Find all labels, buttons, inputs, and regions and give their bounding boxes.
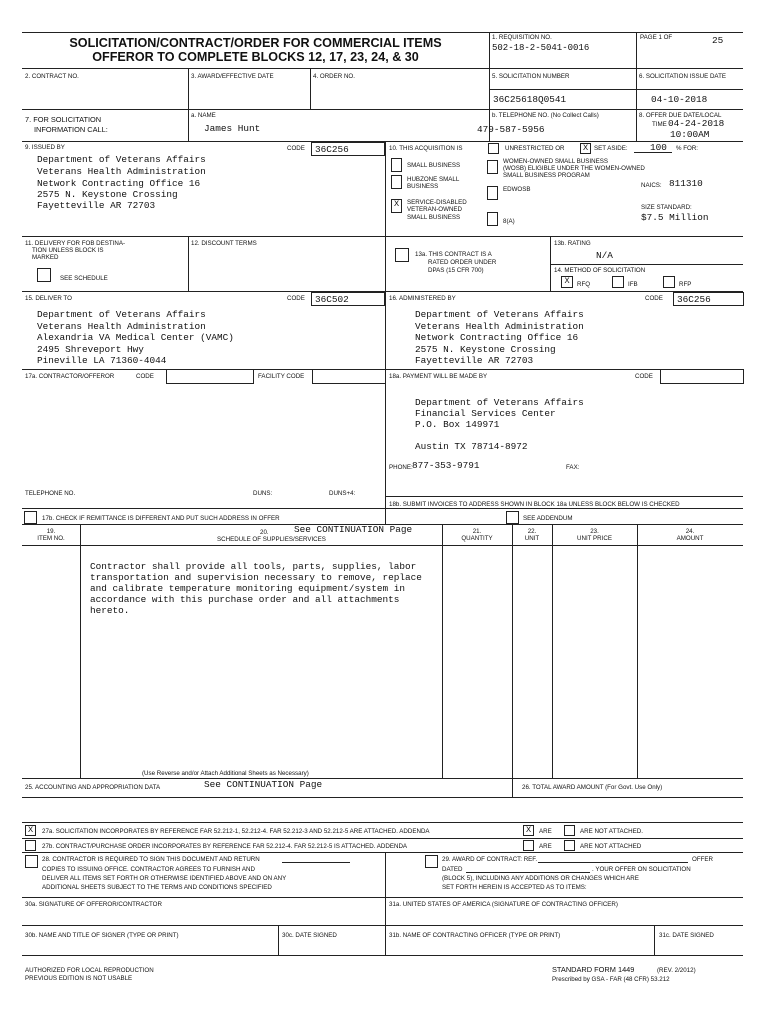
payment-fax-label: FAX:: [566, 464, 580, 471]
facility-code-label: FACILITY CODE: [258, 373, 305, 380]
rated-order-label-3: DPAS (15 CFR 700): [428, 267, 484, 274]
addenda-are-label: ARE: [539, 828, 552, 835]
contract-incorporates-checkbox[interactable]: [25, 840, 36, 851]
block29-dated: DATED: [442, 866, 463, 873]
award-date-label: 3. AWARD/EFFECTIVE DATE: [191, 73, 274, 80]
block28-line: 28. CONTRACTOR IS REQUIRED TO SIGN THIS DOCUMENT AND RETURN: [42, 856, 260, 863]
payment-by-label: 18a. PAYMENT WILL BE MADE BY: [389, 373, 488, 380]
solicitation-no-value: 36C25618Q0541: [493, 94, 567, 105]
wosb-label-2: (WOSB) ELIGIBLE UNDER THE WOMEN-OWNED: [503, 165, 645, 172]
facility-code-field[interactable]: [312, 369, 386, 384]
addenda-are-checkbox[interactable]: X: [523, 825, 534, 836]
payment-code-label: CODE: [635, 373, 653, 380]
accounting-label: 25. ACCOUNTING AND APPROPRIATION DATA: [25, 784, 161, 791]
see-addendum-checkbox[interactable]: [506, 511, 519, 524]
col-unit: UNIT: [524, 535, 540, 542]
administered-by-line: Department of Veterans Affairs: [415, 309, 584, 320]
set-aside-checkbox[interactable]: X: [580, 143, 591, 154]
info-call-label-2: INFORMATION CALL:: [34, 125, 108, 134]
item-description-line: hereto.: [90, 605, 130, 616]
requisition-value: 502-18-2-5041-0016: [492, 43, 590, 53]
submit-invoices-label: 18b. SUBMIT INVOICES TO ADDRESS SHOWN IN BLOCK 18a UNLESS BLOCK BELOW IS CHECKED: [389, 501, 680, 508]
block28-line: DELIVER ALL ITEMS SET FORTH OR OTHERWISE IDENTIFIED ABOVE AND ON ANY: [42, 875, 287, 882]
rated-order-label: 13a. THIS CONTRACT IS A: [415, 251, 492, 258]
rfp-checkbox[interactable]: [663, 276, 675, 288]
rfq-label: RFQ: [577, 281, 591, 288]
issued-by-line: 2575 N. Keystone Crossing: [37, 189, 178, 200]
solicitation-incorporates-label: 27a. SOLICITATION INCORPORATES BY REFERENCE FAR 52.212-1, 52.212-4. FAR 52.212-3 AND 52.212-5 ARE ATTACHED. ADDENDA: [42, 828, 430, 835]
set-aside-label: SET ASIDE:: [594, 145, 628, 152]
b-addenda-are-label: ARE: [539, 843, 552, 850]
col-schedule: SCHEDULE OF SUPPLIES/SERVICES: [217, 536, 326, 543]
deliver-to-line: 2495 Shreveport Hwy: [37, 344, 144, 355]
sdvosb-checkbox[interactable]: X: [391, 199, 402, 213]
administered-by-line: Fayetteville AR 72703: [415, 355, 534, 366]
edwosb-checkbox[interactable]: [487, 186, 498, 200]
issued-by-code-label: CODE: [287, 145, 305, 152]
footer-form-name: STANDARD FORM 1449: [552, 965, 635, 974]
col-item-no-num: 19.: [46, 528, 56, 535]
deliver-to-line: Alexandria VA Medical Center (VAMC): [37, 332, 234, 343]
rfq-checkbox[interactable]: X: [561, 276, 573, 288]
contractor-code-field[interactable]: [166, 369, 254, 384]
block28-line: ADDITIONAL SHEETS SUBJECT TO THE TERMS AND CONDITIONS SPECIFIED: [42, 884, 272, 891]
payment-city-line: Austin TX 78714-8972: [415, 441, 528, 452]
delivery-fob-label: 11. DELIVERY FOR FOB DESTINA-: [25, 240, 126, 247]
ifb-label: IFB: [628, 281, 638, 288]
remittance-label: 17b. CHECK IF REMITTANCE IS DIFFERENT AND PUT SUCH ADDRESS IN OFFER: [42, 515, 280, 522]
rated-order-checkbox[interactable]: [395, 248, 409, 262]
contractor-label: 17a. CONTRACTOR/OFFEROR: [25, 373, 115, 380]
issued-by-line: Fayetteville AR 72703: [37, 200, 156, 211]
col-quantity: QUANTITY: [461, 535, 493, 542]
rating-value: N/A: [596, 250, 613, 261]
hubzone-checkbox[interactable]: [391, 175, 402, 189]
size-standard-value: $7.5 Million: [641, 212, 709, 223]
issue-date-value: 04-10-2018: [651, 94, 708, 105]
ref-blank: [538, 862, 688, 863]
hubzone-label: HUBZONE SMALL: [407, 176, 460, 183]
administered-by-line: Network Contracting Office 16: [415, 332, 579, 343]
payment-phone-value: 877-353-9791: [412, 460, 480, 471]
payment-line: P.O. Box 149971: [415, 419, 500, 430]
issued-by-line: Veterans Health Administration: [37, 166, 206, 177]
order-no-label: 4. ORDER NO.: [313, 73, 355, 80]
reverse-note: (Use Reverse and/or Attach Additional Sheets as Necessary): [142, 770, 309, 777]
issued-by-code-value: 36C256: [315, 144, 349, 155]
unrestricted-checkbox[interactable]: [488, 143, 499, 154]
col-unit-price-num: 23.: [590, 528, 599, 535]
telephone-label: b. TELEPHONE NO. (No Collect Calls): [492, 112, 599, 119]
block29-line: SET FORTH HEREIN IS ACCEPTED AS TO ITEMS:: [442, 884, 587, 891]
hubzone-label-2: BUSINESS: [407, 183, 439, 190]
col-item-no: ITEM NO.: [37, 535, 65, 542]
contract-incorporates-label: 27b. CONTRACT/PURCHASE ORDER INCORPORATES BY REFERENCE FAR 52.212-4. FAR 52.212-5 IS ATTACHED. ADDENDA: [42, 843, 408, 850]
delivery-fob-label-2: TION UNLESS BLOCK IS: [32, 247, 104, 254]
solicitation-no-label: 5. SOLICITATION NUMBER: [492, 73, 570, 80]
block29-offer: OFFER: [692, 856, 713, 863]
name-value: James Hunt: [204, 123, 261, 134]
col-schedule-num: 20.: [260, 529, 269, 536]
footer-reproduction: AUTHORIZED FOR LOCAL REPRODUCTION: [25, 967, 154, 974]
percent-for-label: % FOR:: [676, 145, 699, 152]
block29-line: (BLOCK 5), INCLUDING ANY ADDITIONS OR CHANGES WHICH ARE: [442, 875, 639, 882]
sdvosb-label-3: SMALL BUSINESS: [407, 214, 461, 221]
deliver-to-line: Veterans Health Administration: [37, 321, 206, 332]
deliver-to-code-value: 36C502: [315, 294, 349, 305]
form-title-line1: SOLICITATION/CONTRACT/ORDER FOR COMMERCIAL ITEMS: [69, 36, 442, 50]
officer-signature-label: 31a. UNITED STATES OF AMERICA (SIGNATURE OF CONTRACTING OFFICER): [389, 901, 618, 908]
payment-code-box: [660, 369, 744, 384]
b-addenda-are-not-label: ARE NOT ATTACHED: [580, 843, 642, 850]
copies-blank: [282, 862, 350, 863]
acquisition-label: 10. THIS ACQUISITION IS: [389, 145, 463, 152]
administered-by-code-label: CODE: [645, 295, 663, 302]
info-call-label: 7. FOR SOLICITATION: [25, 115, 102, 124]
administered-by-line: 2575 N. Keystone Crossing: [415, 344, 556, 355]
col-unit-price: UNIT PRICE: [577, 535, 612, 542]
issue-date-label: 6. SOLICITATION ISSUE DATE: [639, 73, 726, 80]
col-unit-num: 22.: [527, 528, 537, 535]
sdvosb-label-2: VETERAN-OWNED: [407, 206, 463, 213]
deliver-to-line: Pineville LA 71360-4044: [37, 355, 167, 366]
col-amount-num: 24.: [685, 528, 695, 535]
see-addendum-label: SEE ADDENDUM: [523, 515, 573, 522]
remittance-checkbox[interactable]: [24, 511, 37, 524]
see-schedule-label: SEE SCHEDULE: [60, 275, 108, 282]
naics-label: NAICS:: [641, 182, 662, 189]
page-label: PAGE 1 OF: [640, 34, 673, 41]
col-amount: AMOUNT: [676, 535, 704, 542]
due-date-value: 04-24-2018: [668, 118, 725, 129]
signer-name-label: 30b. NAME AND TITLE OF SIGNER (TYPE OR PRINT): [25, 932, 179, 939]
duns4-label: DUNS+4:: [329, 490, 356, 497]
rating-label: 13b. RATING: [554, 240, 591, 247]
rated-order-label-2: RATED ORDER UNDER: [428, 259, 497, 266]
footer-prescribed: Prescribed by GSA - FAR (48 CFR) 53.212: [552, 976, 670, 983]
discount-terms-label: 12. DISCOUNT TERMS: [191, 240, 257, 247]
contractor-code-label: CODE: [136, 373, 154, 380]
ifb-checkbox[interactable]: [612, 276, 624, 288]
size-standard-label: SIZE STANDARD:: [641, 204, 692, 211]
administered-by-label: 16. ADMINISTERED BY: [389, 295, 456, 302]
offeror-signature-label: 30a. SIGNATURE OF OFFEROR/CONTRACTOR: [25, 901, 162, 908]
addenda-are-not-checkbox[interactable]: [564, 825, 575, 836]
unrestricted-label: UNRESTRICTED OR: [505, 145, 565, 152]
issued-by-line: Network Contracting Office 16: [37, 178, 201, 189]
naics-value: 811310: [669, 178, 703, 189]
small-business-checkbox[interactable]: [391, 158, 402, 172]
award-checkbox[interactable]: [425, 855, 438, 868]
col-quantity-num: 21.: [472, 528, 482, 535]
contract-no-label: 2. CONTRACT NO.: [25, 73, 79, 80]
eight-a-checkbox[interactable]: [487, 212, 498, 226]
issued-by-label: 9. ISSUED BY: [25, 144, 65, 151]
page-total: 25: [712, 35, 724, 46]
administered-by-code-value: 36C256: [677, 294, 711, 305]
payment-line: Department of Veterans Affairs: [415, 397, 584, 408]
telephone-no-label: TELEPHONE NO.: [25, 490, 76, 497]
duns-label: DUNS:: [253, 490, 273, 497]
block29-line: 29. AWARD OF CONTRACT: REF.: [442, 856, 538, 863]
eight-a-label: 8(A): [503, 218, 515, 225]
method-label: 14. METHOD OF SOLICITATION: [554, 267, 646, 274]
form-title-line2: OFFEROR TO COMPLETE BLOCKS 12, 17, 23, 24, & 30: [92, 50, 419, 64]
wosb-label: WOMEN-OWNED SMALL BUSINESS: [503, 158, 608, 165]
delivery-fob-label-3: MARKED: [32, 254, 59, 261]
name-label: a. NAME: [191, 112, 216, 119]
deliver-to-code-label: CODE: [287, 295, 305, 302]
footer-previous-edition: PREVIOUS EDITION IS NOT USABLE: [25, 975, 133, 982]
block29-line: . YOUR OFFER ON SOLICITATION: [592, 866, 691, 873]
issued-by-line: Department of Veterans Affairs: [37, 154, 206, 165]
col-schedule-value: See CONTINUATION Page: [294, 524, 413, 535]
item-description-line: transportation and supervision necessary to remove, replace: [90, 572, 422, 583]
wosb-checkbox[interactable]: [487, 160, 498, 174]
contractor-sign-checkbox[interactable]: [25, 855, 38, 868]
footer-revision: (REV. 2/2012): [657, 967, 696, 974]
due-time-value: 10:00AM: [670, 129, 710, 140]
item-description-line: Contractor shall provide all tools, parts, supplies, labor: [90, 561, 417, 572]
time-label: TIME: [652, 121, 667, 128]
telephone-value: 479-587-5956: [477, 124, 545, 135]
wosb-label-3: SMALL BUSINESS PROGRAM: [503, 172, 590, 179]
solicitation-incorporates-checkbox[interactable]: X: [25, 825, 36, 836]
block28-line: COPIES TO ISSUING OFFICE. CONTRACTOR AGREES TO FURNISH AND: [42, 866, 255, 873]
b-addenda-are-checkbox[interactable]: [523, 840, 534, 851]
deliver-to-line: Department of Veterans Affairs: [37, 309, 206, 320]
edwosb-label: EDWOSB: [503, 186, 531, 193]
rfp-label: RFP: [679, 281, 692, 288]
total-award-label: 26. TOTAL AWARD AMOUNT (For Govt. Use Only): [522, 784, 663, 791]
small-business-label: SMALL BUSINESS: [407, 162, 461, 169]
payment-line: Financial Services Center: [415, 408, 556, 419]
officer-name-label: 31b. NAME OF CONTRACTING OFFICER (TYPE OR PRINT): [389, 932, 561, 939]
accounting-value: See CONTINUATION Page: [204, 779, 323, 790]
item-description-line: accordance with this purchase order and all attachments: [90, 594, 400, 605]
payment-phone-label: PHONE:: [389, 464, 413, 471]
see-schedule-checkbox[interactable]: [37, 268, 51, 282]
administered-by-line: Veterans Health Administration: [415, 321, 584, 332]
set-aside-percent: 100: [650, 142, 667, 153]
officer-date-label: 31c. DATE SIGNED: [659, 932, 714, 939]
b-addenda-are-not-checkbox[interactable]: [564, 840, 575, 851]
offeror-date-label: 30c. DATE SIGNED: [282, 932, 337, 939]
addenda-are-not-label: ARE NOT ATTACHED.: [580, 828, 643, 835]
dated-blank: [466, 872, 590, 873]
item-description-line: and calibrate temperature monitoring equipment/system in: [90, 583, 406, 594]
sdvosb-label: SERVICE-DISABLED: [407, 199, 467, 206]
deliver-to-label: 15. DELIVER TO: [25, 295, 72, 302]
requisition-label: 1. REQUISITION NO.: [492, 34, 552, 41]
due-date-label: 8. OFFER DUE DATE/LOCAL: [639, 112, 722, 119]
